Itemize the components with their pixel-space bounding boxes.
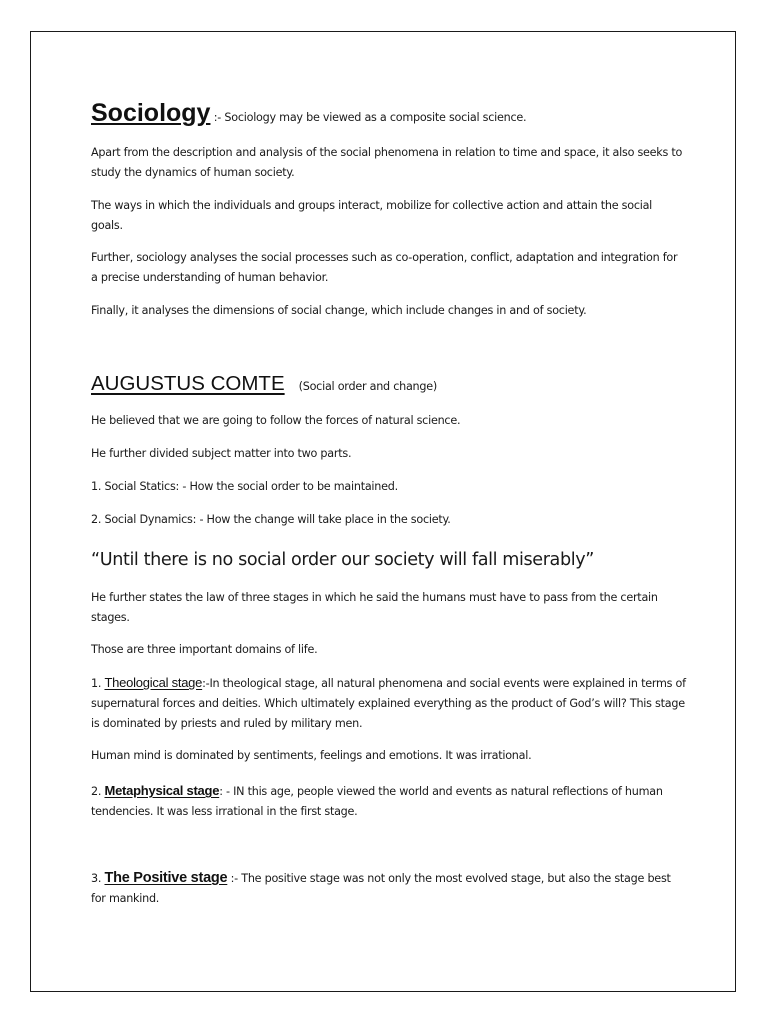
sociology-heading: Sociology <box>91 99 211 127</box>
comte-quote: “Until there is no social order our society will fall miserably” <box>91 550 594 570</box>
comte-subtitle: (Social order and change) <box>298 380 437 393</box>
human-mind-paragraph: Human mind is dominated by sentiments, feelings and emotions. It was irrational. <box>91 749 532 762</box>
stage-positive <box>91 868 687 909</box>
stage-title-metaphysical: Metaphysical stage <box>104 783 220 798</box>
sociology-paragraph-2: The ways in which the individuals and groups interact, mobilize for collective action and attain the social goals. <box>91 199 653 232</box>
comte-paragraph-3: He further states the law of three stages in which he said the humans must have to pass from the certain stages. <box>91 591 658 624</box>
stage-metaphysical <box>91 781 687 822</box>
stage-number: 1. <box>91 677 105 690</box>
comte-list-item-2: 2. Social Dynamics: - How the change will take place in the society. <box>91 513 451 526</box>
stage-text-metaphysical: IN this age, people viewed the world and events as natural reflections of human tendencies. It was less irrational in the first stage. <box>91 785 663 818</box>
stage-separator: : - <box>219 785 234 798</box>
stage-theological <box>91 673 687 734</box>
stage-title-positive: The Positive stage <box>104 870 228 886</box>
sociology-paragraph-4: Finally, it analyses the dimensions of social change, which include changes in and of society. <box>91 304 587 317</box>
stage-separator: :- <box>227 872 242 885</box>
stage-number: 2. <box>91 785 105 798</box>
sociology-paragraph-3: Further, sociology analyses the social processes such as co-operation, conflict, adaptation and integration for a precise understanding of human behavior. <box>91 251 678 284</box>
sociology-paragraph-1: Apart from the description and analysis of the social phenomena in relation to time and space, it also seeks to study the dynamics of human society. <box>91 146 683 179</box>
comte-list-item-1: 1. Social Statics: - How the social order to be maintained. <box>91 480 398 493</box>
stage-number: 3. <box>91 872 105 885</box>
comte-paragraph-4: Those are three important domains of life. <box>91 643 318 656</box>
sociology-heading-row <box>91 95 687 136</box>
comte-heading-row <box>91 369 687 402</box>
comte-heading: AUGUSTUS COMTE <box>91 372 285 395</box>
comte-paragraph-2: He further divided subject matter into two parts. <box>91 447 352 460</box>
stage-title-theological: Theological stage <box>104 675 203 690</box>
comte-paragraph-1: He believed that we are going to follow the forces of natural science. <box>91 414 461 427</box>
stage-separator: :- <box>202 677 210 690</box>
sociology-intro: Sociology may be viewed as a composite social science. <box>224 111 527 124</box>
sociology-separator: :- <box>210 111 225 124</box>
stage-text-theological: In theological stage, all natural phenomena and social events were explained in terms of supernatural forces and deities. Which ultimately explained everything as the product of God’s will? This stage is dominated by priests and ruled by military men. <box>91 677 686 730</box>
stage-text-positive: The positive stage was not only the most evolved stage, but also the stage best for mankind. <box>91 872 671 905</box>
document-page <box>30 31 736 992</box>
